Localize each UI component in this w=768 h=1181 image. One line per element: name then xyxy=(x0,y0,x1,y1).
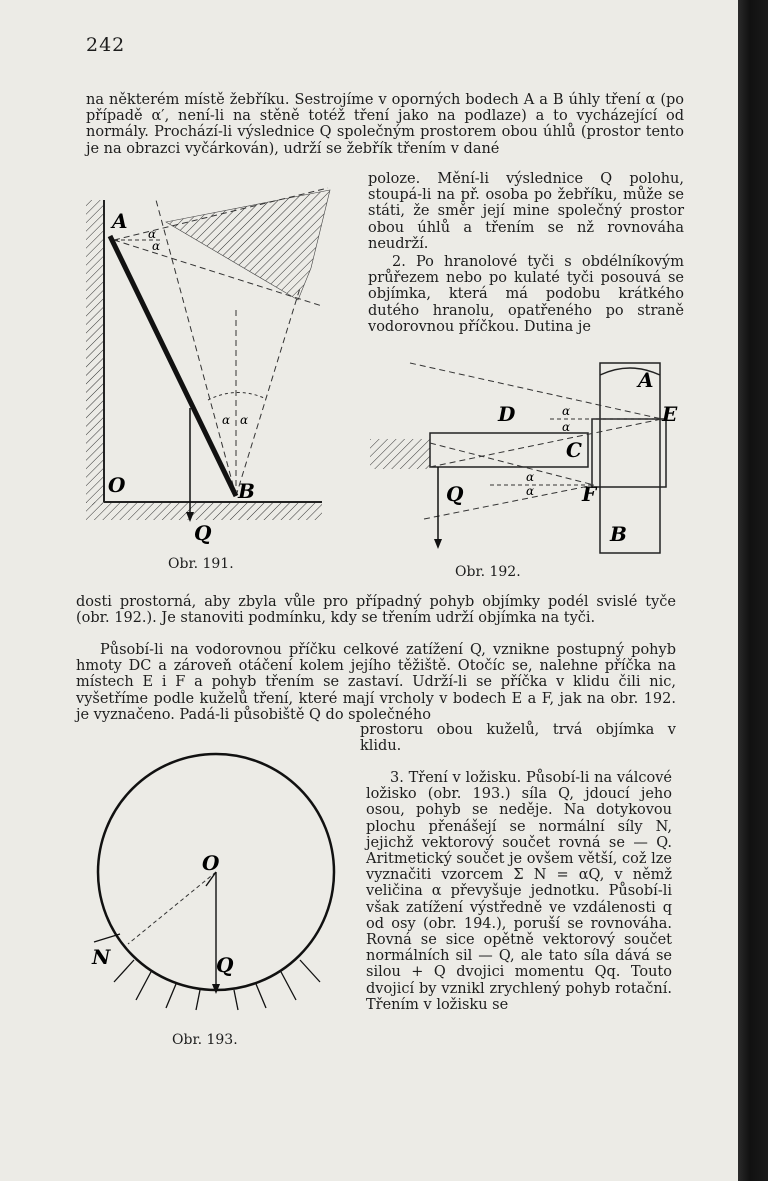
normal-force-arrow xyxy=(166,984,176,1008)
label-alpha: α xyxy=(526,484,535,498)
label-Q: Q xyxy=(194,521,212,545)
caption-fig-191: Obr. 191. xyxy=(168,556,234,572)
paragraph-bearing-friction: 3. Tření v ložisku. Působí-li na válcové ložisko (obr. 193.) síla Q, jdoucí jeho osou, pohyb se neděje. Na dotykovou plochu přenášejí se normální síly N, jejichž vektorový součet rovná se — Q. Aritmetický součet je ovšem větší, což lze vyznačiti vzorcem Σ N = αQ, v němž veličina α převyšuje jednotku. Působí-li však zatížení výstředně ve vzdálenosti q od osy (obr. 194.), poruší se rovnováha. Rovná se sice opětně vektorový součet normálních sil — Q, ale tato síla dává se silou + Q dvojici momentu Qq. Touto dvojicí by vznikl zrychlený pohyb rotační. Třením v ložisku se xyxy=(366,770,672,1013)
label-O: O xyxy=(202,851,220,875)
label-A: A xyxy=(638,368,654,392)
normal-force-arrow xyxy=(136,970,152,1000)
label-N: N xyxy=(92,945,111,969)
wall-hatching xyxy=(86,200,104,505)
paragraph-ladder-intro: na některém místě žebříku. Sestrojíme v oporných bodech A a B úhly tření α (po případě α′, není-li na stěně totéž tření jako na podlaze) a to vycházející od normály. Prochází-li výslednice Q společným prostorem obou úhlů (prostor tento je na obrazci vyčárkován), udrží se žebřík třením v dané xyxy=(86,92,684,157)
radius-line xyxy=(128,872,216,944)
label-D: D xyxy=(498,402,516,426)
normal-force-arrow xyxy=(94,934,120,942)
book-spine xyxy=(738,0,768,1181)
normal-force-arrow xyxy=(234,990,238,1010)
label-alpha: α xyxy=(562,420,571,434)
label-Q: Q xyxy=(216,953,234,977)
normal-force-arrows xyxy=(94,934,320,1010)
label-A: A xyxy=(112,209,128,233)
label-alpha: α xyxy=(562,404,571,418)
paragraph-ladder-continued: poloze. Mění-li výslednice Q polohu, stoupá-li na př. osoba po žebříku, může se státi, že směr její mine společný prostor obou úhlů a třením se nž rovnováha neudrží. xyxy=(368,171,684,252)
caption-fig-192: Obr. 192. xyxy=(455,564,521,580)
label-alpha: α xyxy=(152,239,161,253)
normal-force-arrow xyxy=(256,984,266,1008)
normal-force-arrow xyxy=(300,960,320,982)
page-number: 242 xyxy=(86,34,126,56)
paragraph-sleeve-intro: 2. Po hranolové tyči s obdélníkovým průřezem nebo po kulaté tyči posouvá se objímka, která má podobu krátkého dutého hranolu, opatřeného po straně vodorovnou příčkou. Dutina je xyxy=(368,254,684,335)
label-alpha: α xyxy=(526,470,535,484)
figure-191-ladder xyxy=(86,180,326,545)
figure-193-bearing xyxy=(88,738,348,1008)
caption-fig-193: Obr. 193. xyxy=(172,1032,238,1048)
ladder xyxy=(110,236,236,496)
label-B: B xyxy=(610,522,627,546)
paragraph-load-continued: prostoru obou kuželů, trvá objímka v klidu. xyxy=(360,722,676,755)
normal-force-arrow xyxy=(196,990,200,1010)
label-O: O xyxy=(108,473,126,497)
normal-force-arrow xyxy=(280,970,296,1000)
floor-hatching xyxy=(86,502,322,520)
label-C: C xyxy=(566,438,582,462)
label-Q: Q xyxy=(446,482,464,506)
force-q-arrowhead xyxy=(434,539,442,549)
paragraph-sleeve-condition: dosti prostorná, aby zbyla vůle pro případný pohyb objímky podél svislé tyče (obr. 192.). Je stanoviti podmínku, kdy se třením udrží objímka na tyči. xyxy=(76,594,676,627)
label-alpha: α xyxy=(148,227,157,241)
label-B: B xyxy=(238,479,255,503)
figure-192-sleeve xyxy=(370,363,690,563)
paragraph-load: Působí-li na vodorovnou příčku celkové zatížení Q, vznikne postupný pohyb hmoty DC a zároveň otáčení kolem jejího těžiště. Otočíc se, nalehne příčka na místech E i F a pohyb třením se zastaví. Udrží-li se příčka v klidu čili nic, vyšetříme podle kuželů tření, které mají vrcholy v bodech E a F, jak na obr. 192. je vyznačeno. Padá-li působiště Q do společného xyxy=(76,642,676,723)
label-F: F xyxy=(582,482,597,506)
normal-force-arrow xyxy=(114,960,134,982)
label-E: E xyxy=(662,402,678,426)
label-alpha: α xyxy=(240,413,249,427)
dashed-line xyxy=(236,288,300,496)
label-alpha: α xyxy=(222,413,231,427)
arm-hatching xyxy=(370,439,430,469)
friction-region-hatched xyxy=(166,190,330,300)
